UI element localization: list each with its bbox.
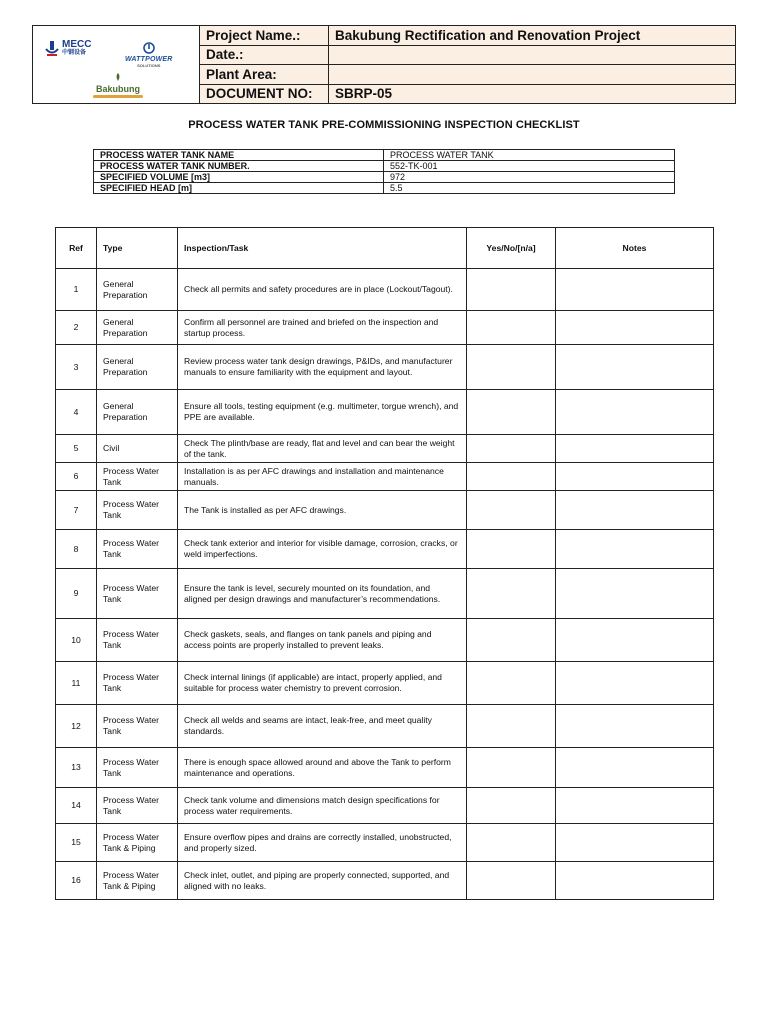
ref-cell: 16 [56, 862, 97, 900]
project-name-value: Bakubung Rectification and Renovation Project [335, 27, 641, 43]
checklist-row [56, 569, 714, 619]
mecc-logo-name: MECC [62, 39, 92, 50]
spec-row [94, 183, 675, 194]
wattpower-logo [125, 42, 173, 68]
task-cell: Check tank exterior and interior for visible damage, corrosion, cracks, or weld imperfections. [178, 530, 467, 569]
type-cell: General Preparation [97, 390, 178, 435]
checklist-row [56, 463, 714, 491]
ref-cell: 5 [56, 435, 97, 463]
notes-cell[interactable] [556, 705, 714, 748]
ref-cell: 11 [56, 662, 97, 705]
checklist-row [56, 390, 714, 435]
mecc-logo-sub: 中钢设备 [62, 50, 87, 56]
type-cell: General Preparation [97, 269, 178, 311]
checklist-row [56, 748, 714, 788]
date-label: Date.: [200, 46, 329, 65]
yes-no-cell[interactable] [467, 619, 556, 662]
checklist-row [56, 435, 714, 463]
bakubung-logo-name: Bakubung [96, 84, 140, 94]
task-cell: Check all welds and seams are intact, leak-free, and meet quality standards. [178, 705, 467, 748]
document-no-value: SBRP-05 [335, 86, 393, 102]
checklist-row [56, 530, 714, 569]
notes-cell[interactable] [556, 824, 714, 862]
spec-value: 972 [384, 172, 675, 183]
mecc-emblem-icon [45, 41, 59, 57]
mecc-logo [45, 40, 91, 57]
ref-cell: 4 [56, 390, 97, 435]
type-cell: Process Water Tank [97, 705, 178, 748]
type-cell: Process Water Tank [97, 788, 178, 824]
task-cell: Check internal linings (if applicable) are intact, properly applied, and suitable for process water chemistry to prevent corrosion. [178, 662, 467, 705]
yes-no-cell[interactable] [467, 345, 556, 390]
notes-cell[interactable] [556, 345, 714, 390]
task-cell: Check tank volume and dimensions match design specifications for process water requirements. [178, 788, 467, 824]
task-cell: Check all permits and safety procedures are in place (Lockout/Tagout). [178, 269, 467, 311]
type-cell: Process Water Tank [97, 463, 178, 491]
notes-cell[interactable] [556, 269, 714, 311]
checklist-header-row [56, 228, 714, 269]
checklist-row [56, 311, 714, 345]
type-cell: General Preparation [97, 345, 178, 390]
document-header [32, 25, 736, 104]
checklist-row [56, 662, 714, 705]
spec-key: PROCESS WATER TANK NUMBER. [94, 161, 384, 172]
spec-row [94, 161, 675, 172]
type-cell: Process Water Tank [97, 491, 178, 530]
checklist-row [56, 619, 714, 662]
checklist-row [56, 491, 714, 530]
notes-cell[interactable] [556, 530, 714, 569]
header-row-project-name [200, 26, 735, 46]
tank-spec-table [93, 149, 675, 194]
task-cell: Review process water tank design drawings, P&IDs, and manufacturer manuals to ensure familiarity with the equipment and layout. [178, 345, 467, 390]
yes-no-cell[interactable] [467, 390, 556, 435]
spec-key: SPECIFIED VOLUME [m3] [94, 172, 384, 183]
spec-value: PROCESS WATER TANK [384, 150, 675, 161]
spec-value: 552-TK-001 [384, 161, 675, 172]
yes-no-cell[interactable] [467, 788, 556, 824]
type-column-header: Type [97, 228, 178, 269]
checklist-row [56, 788, 714, 824]
ref-cell: 1 [56, 269, 97, 311]
spec-row [94, 172, 675, 183]
notes-cell[interactable] [556, 311, 714, 345]
ref-column-header: Ref [56, 228, 97, 269]
type-cell: Process Water Tank [97, 662, 178, 705]
document-title: PROCESS WATER TANK PRE-COMMISSIONING INSPECTION CHECKLIST [188, 119, 580, 131]
ref-cell: 7 [56, 491, 97, 530]
yes-no-cell[interactable] [467, 463, 556, 491]
notes-cell[interactable] [556, 390, 714, 435]
notes-cell[interactable] [556, 662, 714, 705]
plant-area-value [329, 65, 735, 84]
type-cell: Process Water Tank [97, 619, 178, 662]
type-cell: Process Water Tank [97, 530, 178, 569]
task-cell: Check gaskets, seals, and flanges on tank panels and piping and access points are properly installed to prevent leaks. [178, 619, 467, 662]
header-row-document-no [200, 85, 735, 104]
yes-no-cell[interactable] [467, 662, 556, 705]
yes-no-cell[interactable] [467, 862, 556, 900]
ref-cell: 10 [56, 619, 97, 662]
task-cell: The Tank is installed as per AFC drawings. [178, 491, 467, 530]
wattpower-emblem-icon [143, 42, 155, 54]
logo-cell [33, 26, 200, 103]
bakubung-logo [93, 72, 143, 98]
ref-cell: 9 [56, 569, 97, 619]
yes-no-cell[interactable] [467, 311, 556, 345]
wattpower-logo-sub: SOLUTIONS [137, 63, 161, 68]
task-cell: Check The plinth/base are ready, flat and level and can bear the weight of the tank. [178, 435, 467, 463]
type-cell: Process Water Tank [97, 748, 178, 788]
task-column-header: Inspection/Task [178, 228, 467, 269]
task-cell: Confirm all personnel are trained and briefed on the inspection and startup process. [178, 311, 467, 345]
project-name-label: Project Name.: [200, 26, 329, 45]
task-cell: There is enough space allowed around and above the Tank to perform maintenance and operations. [178, 748, 467, 788]
checklist-row [56, 824, 714, 862]
type-cell: Civil [97, 435, 178, 463]
header-row-date [200, 46, 735, 66]
ref-cell: 3 [56, 345, 97, 390]
type-cell: Process Water Tank & Piping [97, 862, 178, 900]
task-cell: Ensure overflow pipes and drains are correctly installed, unobstructed, and properly sized. [178, 824, 467, 862]
yes-no-cell[interactable] [467, 824, 556, 862]
ref-cell: 12 [56, 705, 97, 748]
yes-no-cell[interactable] [467, 569, 556, 619]
bakubung-logo-underline [93, 95, 143, 98]
ref-cell: 8 [56, 530, 97, 569]
yes-no-cell[interactable] [467, 269, 556, 311]
notes-cell[interactable] [556, 748, 714, 788]
document-no-label: DOCUMENT NO: [200, 85, 329, 104]
notes-cell[interactable] [556, 862, 714, 900]
notes-cell[interactable] [556, 569, 714, 619]
type-cell: General Preparation [97, 311, 178, 345]
spec-key: PROCESS WATER TANK NAME [94, 150, 384, 161]
wattpower-logo-name: WATTPOWER [125, 56, 173, 63]
yes-no-cell[interactable] [467, 530, 556, 569]
notes-cell[interactable] [556, 619, 714, 662]
ref-cell: 14 [56, 788, 97, 824]
notes-cell[interactable] [556, 435, 714, 463]
yes-no-cell[interactable] [467, 491, 556, 530]
checklist-row [56, 862, 714, 900]
ref-cell: 2 [56, 311, 97, 345]
spec-key: SPECIFIED HEAD [m] [94, 183, 384, 194]
yes-no-column-header: Yes/No/[n/a] [467, 228, 556, 269]
task-cell: Check inlet, outlet, and piping are properly connected, supported, and aligned with no leaks. [178, 862, 467, 900]
spec-value: 5.5 [384, 183, 675, 194]
type-cell: Process Water Tank [97, 569, 178, 619]
yes-no-cell[interactable] [467, 435, 556, 463]
checklist-row [56, 345, 714, 390]
header-fields [200, 26, 735, 103]
notes-cell[interactable] [556, 463, 714, 491]
task-cell: Ensure all tools, testing equipment (e.g. multimeter, torgue wrench), and PPE are available. [178, 390, 467, 435]
inspection-checklist-table [55, 227, 714, 900]
notes-column-header: Notes [556, 228, 714, 269]
type-cell: Process Water Tank & Piping [97, 824, 178, 862]
ref-cell: 6 [56, 463, 97, 491]
ref-cell: 13 [56, 748, 97, 788]
yes-no-cell[interactable] [467, 705, 556, 748]
bakubung-emblem-icon [112, 72, 124, 82]
checklist-row [56, 705, 714, 748]
spec-row [94, 150, 675, 161]
task-cell: Installation is as per AFC drawings and installation and maintenance manuals. [178, 463, 467, 491]
header-row-plant-area [200, 65, 735, 85]
checklist-row [56, 269, 714, 311]
yes-no-cell[interactable] [467, 748, 556, 788]
notes-cell[interactable] [556, 788, 714, 824]
notes-cell[interactable] [556, 491, 714, 530]
date-value [329, 46, 735, 65]
task-cell: Ensure the tank is level, securely mounted on its foundation, and aligned per design drawings and manufacturer’s recommendations. [178, 569, 467, 619]
ref-cell: 15 [56, 824, 97, 862]
plant-area-label: Plant Area: [200, 65, 329, 84]
